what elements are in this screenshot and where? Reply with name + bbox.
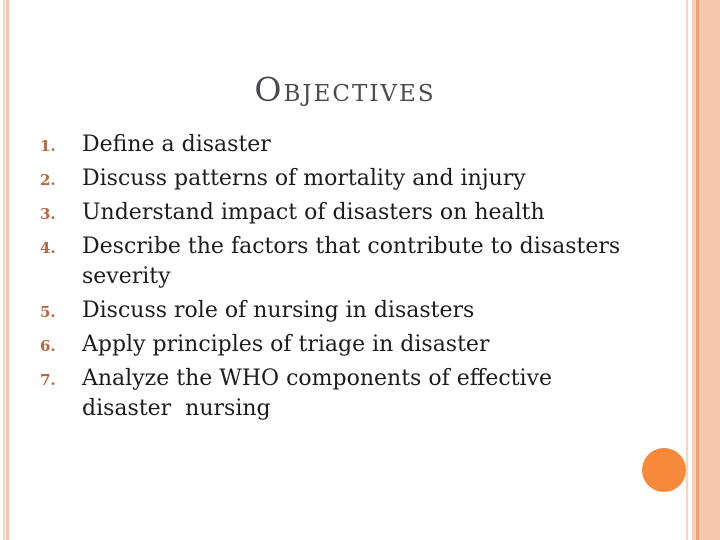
list-item	[40, 232, 640, 292]
slide-title: Objectives	[254, 70, 436, 109]
list-item-text-line: severity	[82, 264, 171, 289]
list-item-text	[82, 164, 526, 194]
list-item	[40, 130, 640, 160]
list-item-number: 4.	[40, 239, 56, 257]
list-item-number: 2.	[40, 171, 56, 189]
list-item-number: 3.	[40, 205, 56, 223]
right-border-thin-line	[686, 0, 688, 540]
list-item	[40, 164, 640, 194]
list-item-text-line: Define a disaster	[82, 132, 271, 157]
list-item-number: 6.	[40, 337, 56, 355]
list-item-number: 7.	[40, 371, 56, 389]
right-border-band	[699, 0, 720, 540]
list-item-text	[82, 330, 489, 360]
list-item-text	[82, 130, 271, 160]
list-item-number: 1.	[40, 137, 56, 155]
list-item-text-line: Analyze the WHO components of effective	[82, 366, 553, 391]
list-item	[40, 364, 640, 424]
list-item-text-line: Discuss patterns of mortality and injury	[82, 166, 526, 191]
list-item-text	[82, 364, 552, 424]
list-item-text-line: disaster nursing	[82, 396, 271, 421]
list-item-text-line: Apply principles of triage in disaster	[82, 332, 490, 357]
list-item-text-line: Discuss role of nursing in disasters	[82, 298, 475, 323]
list-item-text	[82, 198, 545, 228]
list-item	[40, 296, 640, 326]
decorative-circle	[642, 448, 686, 492]
list-item-text	[82, 232, 620, 292]
objectives-list	[40, 130, 640, 428]
list-item-number: 5.	[40, 303, 56, 321]
list-item-text	[82, 296, 474, 326]
list-item-text-line: Understand impact of disasters on health	[82, 200, 545, 225]
list-item-text-line: Describe the factors that contribute to disasters	[82, 234, 621, 259]
list-item	[40, 330, 640, 360]
list-item	[40, 198, 640, 228]
